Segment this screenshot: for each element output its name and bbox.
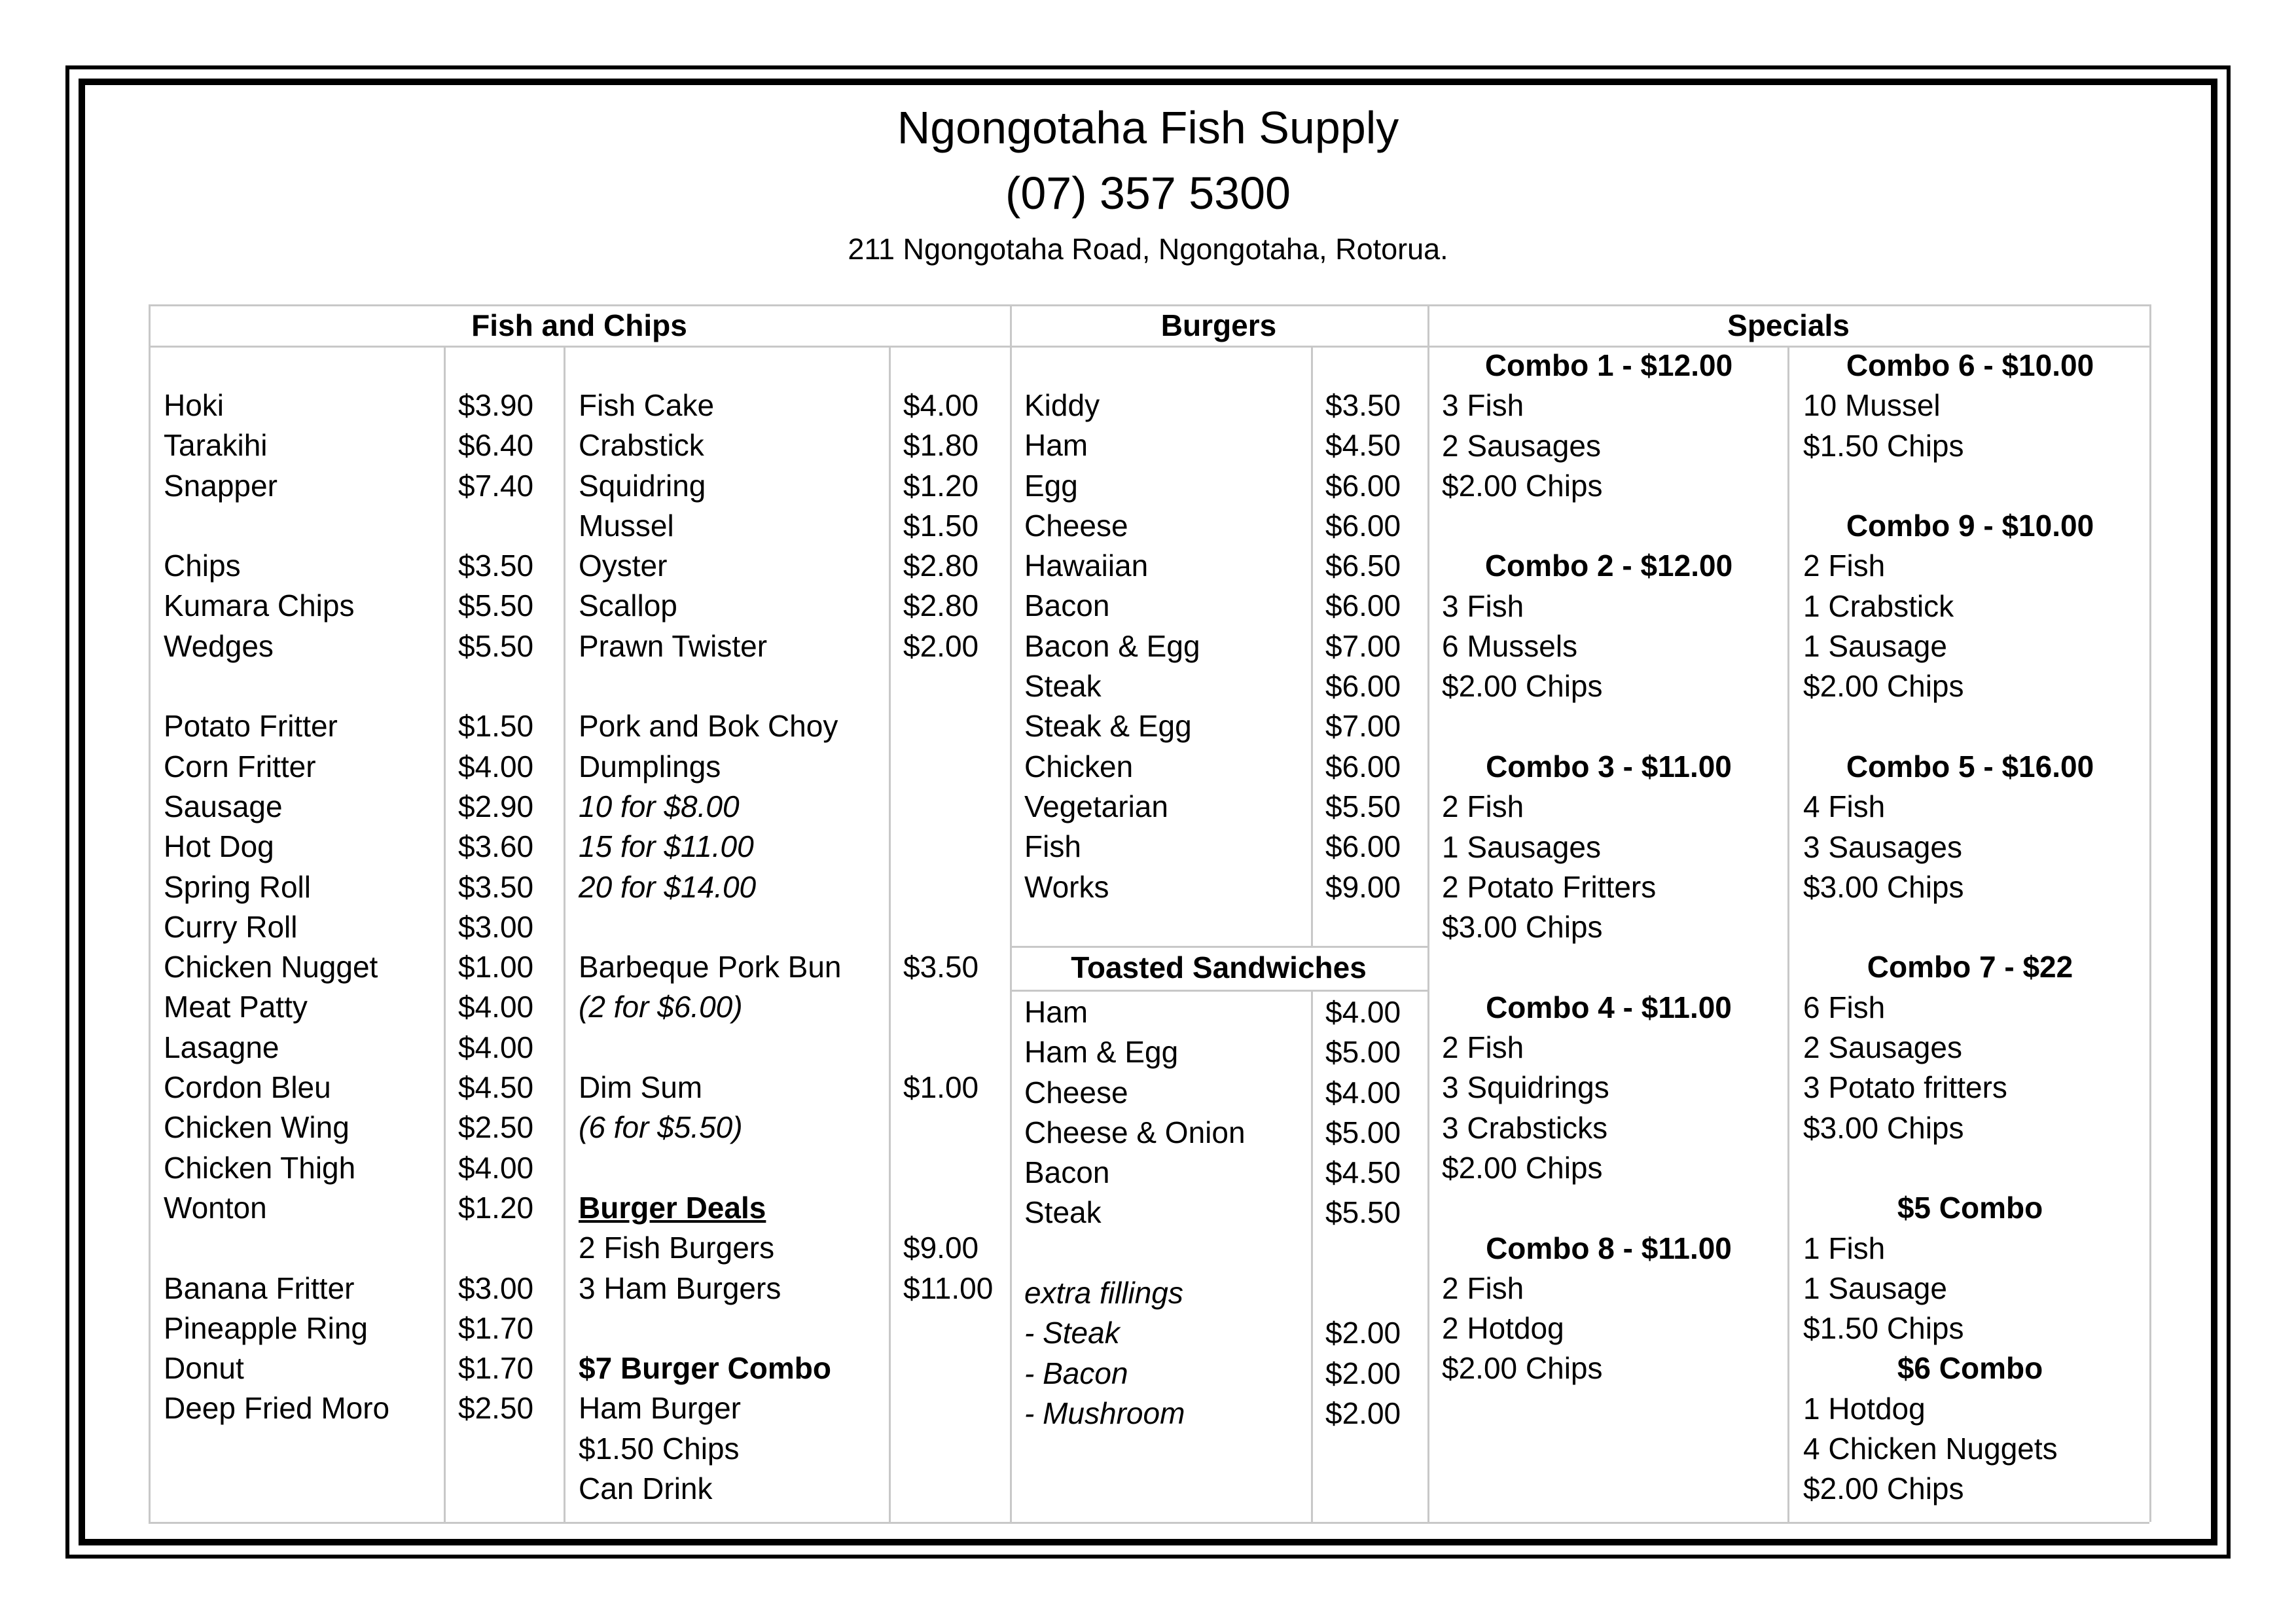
menu-line bbox=[903, 1108, 993, 1147]
section-fish-and-chips: Fish and Chips bbox=[471, 308, 687, 342]
menu-line: Dim Sum bbox=[579, 1070, 703, 1105]
menu-line bbox=[903, 907, 993, 947]
menu-line: $7 Burger Combo bbox=[579, 1351, 831, 1386]
fish-col2-names bbox=[579, 386, 842, 1509]
menu-line: Prawn Twister bbox=[579, 628, 768, 663]
menu-line: $3.50 bbox=[458, 869, 534, 904]
menu-line: $2.80 bbox=[903, 549, 979, 583]
menu-line bbox=[1803, 466, 2137, 506]
menu-line: $1.50 Chips bbox=[1803, 428, 1964, 463]
menu-line: $11.00 bbox=[903, 1271, 994, 1305]
menu-line bbox=[903, 827, 993, 867]
menu-line: Tarakihi bbox=[164, 428, 268, 463]
menu-line: $2.00 bbox=[1325, 1356, 1401, 1390]
menu-line: $5.50 bbox=[1325, 789, 1401, 823]
menu-line: 2 Sausages bbox=[1442, 428, 1601, 463]
menu-line: Curry Roll bbox=[164, 909, 298, 944]
menu-line bbox=[903, 747, 993, 787]
menu-line: 2 Fish bbox=[1442, 789, 1524, 824]
menu-line: 2 Hotdog bbox=[1442, 1311, 1564, 1346]
menu-line: $1.00 bbox=[458, 950, 534, 984]
menu-line: Donut bbox=[164, 1351, 244, 1386]
menu-line bbox=[458, 506, 533, 546]
menu-line: Hawaiian bbox=[1024, 549, 1149, 583]
menu-line: Scallop bbox=[579, 588, 677, 623]
menu-line: Combo 7 - $22 bbox=[1867, 950, 2073, 984]
menu-line: 3 Sausages bbox=[1803, 829, 1962, 864]
menu-line: 4 Fish bbox=[1803, 789, 1886, 824]
menu-line: $4.00 bbox=[458, 990, 534, 1024]
menu-line: Cordon Bleu bbox=[164, 1070, 331, 1105]
menu-line: $3.00 Chips bbox=[1803, 869, 1964, 904]
menu-line: Squidring bbox=[579, 468, 706, 503]
menu-line: 1 Sausage bbox=[1803, 1271, 1947, 1305]
menu-line: 6 Fish bbox=[1803, 990, 1886, 1024]
menu-line: $2.00 bbox=[903, 628, 979, 663]
menu-line: Cheese bbox=[1024, 508, 1128, 543]
fish-col2-prices bbox=[903, 386, 993, 1509]
menu-line: Chicken Thigh bbox=[164, 1150, 356, 1185]
menu-line: $5.50 bbox=[1325, 1195, 1401, 1230]
menu-line: $2.00 Chips bbox=[1442, 1150, 1603, 1185]
menu-line: Oyster bbox=[579, 549, 668, 583]
menu-line bbox=[1325, 1273, 1401, 1313]
menu-line bbox=[579, 666, 842, 706]
menu-line: Crabstick bbox=[579, 428, 704, 463]
menu-line: $4.50 bbox=[458, 1070, 534, 1105]
menu-line: 3 Fish bbox=[1442, 588, 1524, 623]
menu-line: $1.50 bbox=[458, 709, 534, 744]
menu-line: $5.00 bbox=[1325, 1035, 1401, 1070]
menu-line bbox=[903, 1469, 993, 1509]
menu-line: Bacon bbox=[1024, 1155, 1110, 1190]
menu-line: $2.50 bbox=[458, 1391, 534, 1426]
menu-line bbox=[579, 1308, 842, 1348]
menu-line: Wonton bbox=[164, 1190, 267, 1225]
menu-line: Mussel bbox=[579, 508, 674, 543]
menu-line: $1.00 bbox=[903, 1070, 979, 1105]
menu-line: Steak bbox=[1024, 669, 1102, 704]
menu-line: $4.00 bbox=[458, 749, 534, 784]
menu-line: (2 for $6.00) bbox=[579, 990, 743, 1024]
menu-line: Deep Fried Moro bbox=[164, 1391, 390, 1426]
menu-line: Snapper bbox=[164, 468, 278, 503]
menu-line: $1.70 bbox=[458, 1351, 534, 1386]
menu-line bbox=[458, 1228, 533, 1268]
menu-line bbox=[1442, 707, 1776, 747]
menu-line: Cheese bbox=[1024, 1075, 1128, 1110]
menu-line: $7.40 bbox=[458, 468, 534, 503]
menu-line bbox=[164, 1228, 389, 1268]
menu-line: 2 Potato Fritters bbox=[1442, 869, 1657, 904]
menu-line bbox=[903, 867, 993, 907]
menu-line: Sausage bbox=[164, 789, 283, 823]
menu-line bbox=[1442, 506, 1776, 546]
menu-line: 10 Mussel bbox=[1803, 388, 1941, 423]
menu-line bbox=[1325, 1233, 1401, 1273]
menu-line bbox=[903, 1148, 993, 1188]
menu-line: Cheese & Onion bbox=[1024, 1115, 1246, 1149]
menu-line: Burger Deals bbox=[579, 1190, 766, 1225]
menu-line: 20 for $14.00 bbox=[579, 869, 757, 904]
menu-line: $2.50 bbox=[458, 1110, 534, 1145]
menu-line: 3 Crabsticks bbox=[1442, 1110, 1608, 1145]
menu-line: $1.50 bbox=[903, 508, 979, 543]
menu-line: Chips bbox=[164, 549, 241, 583]
menu-line: 6 Mussels bbox=[1442, 629, 1578, 664]
menu-line: Ham bbox=[1024, 428, 1088, 463]
shop-name: Ngongotaha Fish Supply bbox=[897, 102, 1399, 153]
menu-line bbox=[903, 1028, 993, 1068]
menu-line: $5.50 bbox=[458, 588, 534, 623]
menu-line: $3.00 Chips bbox=[1442, 910, 1603, 945]
menu-line bbox=[1442, 1188, 1776, 1228]
fish-col1-names bbox=[164, 386, 389, 1429]
menu-line: $3.60 bbox=[458, 829, 534, 864]
menu-line: Pork and Bok Choy bbox=[579, 709, 838, 744]
menu-line: Vegetarian bbox=[1024, 789, 1168, 823]
menu-line: $2.90 bbox=[458, 789, 534, 823]
menu-line bbox=[903, 1348, 993, 1388]
menu-line: 1 Sausages bbox=[1442, 829, 1601, 864]
menu-line: $3.00 bbox=[458, 1271, 534, 1305]
menu-line: Barbeque Pork Bun bbox=[579, 950, 842, 984]
menu-line: Combo 3 - $11.00 bbox=[1486, 749, 1732, 784]
menu-line: Chicken bbox=[1024, 749, 1134, 784]
menu-line: $5.50 bbox=[458, 628, 534, 663]
menu-line: Ham Burger bbox=[579, 1391, 741, 1426]
menu-line: $7.00 bbox=[1325, 628, 1401, 663]
menu-line bbox=[164, 666, 389, 706]
menu-line: $3.00 Chips bbox=[1803, 1110, 1964, 1145]
menu-line: Chicken Nugget bbox=[164, 950, 378, 984]
menu-line: Pineapple Ring bbox=[164, 1310, 368, 1345]
menu-line: $2.00 Chips bbox=[1803, 1471, 1964, 1506]
menu-line: $2.00 bbox=[1325, 1316, 1401, 1350]
menu-line: Can Drink bbox=[579, 1471, 713, 1506]
menu-line: $2.00 Chips bbox=[1442, 669, 1603, 704]
menu-line bbox=[164, 506, 389, 546]
menu-line: 10 for $8.00 bbox=[579, 789, 740, 823]
menu-line: Hoki bbox=[164, 388, 224, 422]
menu-line: $6.00 bbox=[1325, 588, 1401, 623]
menu-line: 2 Fish Burgers bbox=[579, 1231, 775, 1265]
menu-line: 3 Squidrings bbox=[1442, 1070, 1609, 1105]
menu-line: $4.00 bbox=[903, 388, 979, 422]
menu-line: $6.40 bbox=[458, 428, 534, 463]
specials-left bbox=[1442, 346, 1776, 1389]
menu-line: $5 Combo bbox=[1897, 1191, 2043, 1225]
menu-line: 15 for $11.00 bbox=[579, 829, 754, 864]
menu-line: 3 Ham Burgers bbox=[579, 1271, 781, 1305]
menu-line: 3 Potato fritters bbox=[1803, 1070, 2007, 1105]
menu-line: Ham bbox=[1024, 995, 1088, 1029]
menu-line: Bacon & Egg bbox=[1024, 628, 1200, 663]
section-burgers: Burgers bbox=[1160, 308, 1277, 342]
menu-line: Combo 8 - $11.00 bbox=[1486, 1231, 1732, 1265]
burger-prices bbox=[1325, 386, 1401, 907]
menu-line: $1.50 Chips bbox=[1803, 1311, 1964, 1346]
menu-line: Works bbox=[1024, 869, 1109, 904]
menu-line: $4.50 bbox=[1325, 1155, 1401, 1190]
fish-col1-prices bbox=[458, 386, 533, 1429]
menu-line: $1.20 bbox=[458, 1190, 534, 1225]
menu-line: $6 Combo bbox=[1897, 1351, 2043, 1386]
menu-line: 1 Hotdog bbox=[1803, 1391, 1926, 1426]
menu-line: 2 Fish bbox=[1442, 1271, 1524, 1305]
menu-line: Ham & Egg bbox=[1024, 1035, 1179, 1070]
menu-line: Fish bbox=[1024, 829, 1081, 864]
menu-line bbox=[579, 1148, 842, 1188]
menu-line bbox=[903, 1388, 993, 1428]
menu-line bbox=[903, 666, 993, 706]
menu-line: 2 Fish bbox=[1442, 1030, 1524, 1065]
menu-line bbox=[903, 987, 993, 1027]
menu-line: $4.00 bbox=[1325, 1075, 1401, 1110]
menu-line: - Bacon bbox=[1024, 1356, 1128, 1390]
menu-line: 1 Sausage bbox=[1803, 629, 1947, 664]
menu-line: $6.00 bbox=[1325, 669, 1401, 704]
menu-line: Steak & Egg bbox=[1024, 709, 1192, 744]
menu-line: $4.00 bbox=[458, 1030, 534, 1064]
menu-line: $2.80 bbox=[903, 588, 979, 623]
menu-line: $6.50 bbox=[1325, 549, 1401, 583]
menu-line: Combo 6 - $10.00 bbox=[1846, 348, 2094, 382]
menu-line: - Mushroom bbox=[1024, 1396, 1185, 1430]
menu-line: Egg bbox=[1024, 468, 1078, 503]
menu-line: (6 for $5.50) bbox=[579, 1110, 743, 1145]
menu-line: $3.50 bbox=[458, 549, 534, 583]
menu-line: Hot Dog bbox=[164, 829, 274, 864]
menu-line bbox=[903, 1429, 993, 1469]
menu-line bbox=[1024, 1233, 1246, 1273]
menu-line: $1.20 bbox=[903, 468, 979, 503]
menu-line bbox=[579, 907, 842, 947]
menu-line: Fish Cake bbox=[579, 388, 715, 422]
menu-line: Wedges bbox=[164, 628, 274, 663]
menu-line: Potato Fritter bbox=[164, 709, 338, 744]
menu-line: Dumplings bbox=[579, 749, 721, 784]
menu-line: Bacon bbox=[1024, 588, 1110, 623]
toasted-prices bbox=[1325, 992, 1401, 1434]
menu-line: $6.00 bbox=[1325, 508, 1401, 543]
menu-line: Kumara Chips bbox=[164, 588, 355, 623]
menu-line bbox=[903, 1188, 993, 1228]
toasted-names bbox=[1024, 992, 1246, 1434]
menu-line: Combo 5 - $16.00 bbox=[1846, 749, 2094, 784]
menu-line: 4 Chicken Nuggets bbox=[1803, 1432, 2058, 1466]
menu-line: $2.00 Chips bbox=[1442, 1351, 1603, 1386]
menu-line: 2 Sausages bbox=[1803, 1030, 1962, 1065]
menu-line: 1 Fish bbox=[1803, 1231, 1886, 1265]
menu-line: Combo 2 - $12.00 bbox=[1484, 549, 1733, 583]
menu-line bbox=[579, 1028, 842, 1068]
menu-line bbox=[1803, 907, 2137, 947]
menu-line: 3 Fish bbox=[1442, 388, 1524, 423]
menu-line: $9.00 bbox=[1325, 869, 1401, 904]
menu-line: $2.00 Chips bbox=[1803, 669, 1964, 704]
menu-line bbox=[1803, 1148, 2137, 1188]
menu-line: $1.80 bbox=[903, 428, 979, 463]
menu-line: $4.50 bbox=[1325, 428, 1401, 463]
menu-line: 1 Crabstick bbox=[1803, 588, 1954, 623]
menu-line: Combo 9 - $10.00 bbox=[1846, 509, 2094, 543]
menu-line: Combo 4 - $11.00 bbox=[1486, 990, 1732, 1024]
menu-line: Meat Patty bbox=[164, 990, 308, 1024]
menu-line: Chicken Wing bbox=[164, 1110, 350, 1145]
menu-line: $6.00 bbox=[1325, 468, 1401, 503]
menu-line: - Steak bbox=[1024, 1316, 1120, 1350]
section-toasted-sandwiches: Toasted Sandwiches bbox=[1071, 950, 1367, 984]
menu-line: Lasagne bbox=[164, 1030, 279, 1064]
menu-line: 2 Fish bbox=[1803, 549, 1886, 583]
menu-line bbox=[903, 706, 993, 746]
menu-line: $4.00 bbox=[458, 1150, 534, 1185]
menu-line: extra fillings bbox=[1024, 1276, 1183, 1310]
menu-line: $1.70 bbox=[458, 1310, 534, 1345]
menu-line bbox=[1803, 707, 2137, 747]
menu-line: $3.90 bbox=[458, 388, 534, 422]
menu-line: $7.00 bbox=[1325, 709, 1401, 744]
menu-line: $6.00 bbox=[1325, 749, 1401, 784]
menu-line: Banana Fritter bbox=[164, 1271, 355, 1305]
shop-address: 211 Ngongotaha Road, Ngongotaha, Rotorua. bbox=[848, 232, 1448, 266]
menu-line: $3.00 bbox=[458, 909, 534, 944]
specials-right bbox=[1803, 346, 2137, 1509]
menu-line: Steak bbox=[1024, 1195, 1102, 1230]
menu-line: $4.00 bbox=[1325, 995, 1401, 1029]
menu-line: Corn Fritter bbox=[164, 749, 316, 784]
menu-line: Combo 1 - $12.00 bbox=[1484, 348, 1733, 382]
menu-line: $6.00 bbox=[1325, 829, 1401, 864]
menu-line: $3.50 bbox=[1325, 388, 1401, 422]
menu-line: $2.00 Chips bbox=[1442, 468, 1603, 503]
menu-line: Spring Roll bbox=[164, 869, 311, 904]
menu-line: $2.00 bbox=[1325, 1396, 1401, 1430]
menu-line bbox=[903, 1308, 993, 1348]
menu-line: $5.00 bbox=[1325, 1115, 1401, 1149]
menu-line bbox=[1442, 947, 1776, 987]
menu-line bbox=[458, 666, 533, 706]
shop-phone: (07) 357 5300 bbox=[1005, 168, 1291, 219]
menu-line bbox=[903, 787, 993, 827]
menu-line: $1.50 Chips bbox=[579, 1431, 740, 1466]
menu-line: $9.00 bbox=[903, 1231, 979, 1265]
menu-line: Kiddy bbox=[1024, 388, 1100, 422]
burger-names bbox=[1024, 386, 1200, 907]
section-specials: Specials bbox=[1727, 308, 1850, 342]
menu-line: $3.50 bbox=[903, 950, 979, 984]
